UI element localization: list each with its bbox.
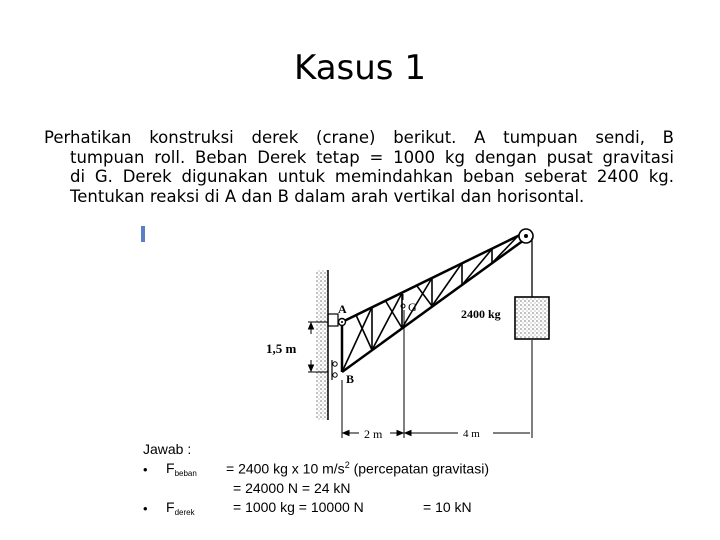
force-beban-calc: = 2400 kg x 10 m/s bbox=[226, 460, 345, 477]
problem-line-4: Tentukan reaksi di A dan B dalam arah vertikal dan horisontal. bbox=[70, 186, 585, 206]
problem-line-3: di G. Derek digunakan untuk memindahkan beban seberat 2400 kg. bbox=[70, 167, 674, 186]
horizontal-dimension bbox=[342, 310, 532, 438]
force-derek-symbol bbox=[166, 499, 195, 517]
wall bbox=[316, 270, 328, 420]
label-load: 2400 kg bbox=[461, 307, 501, 321]
force-beban-sub: beban bbox=[174, 469, 197, 478]
pulley-hub bbox=[524, 234, 528, 238]
force-beban-symbol bbox=[166, 460, 197, 478]
slide-title: Kasus 1 bbox=[294, 48, 426, 88]
label-a: A bbox=[338, 302, 347, 316]
support-b-roller-1 bbox=[333, 362, 337, 366]
force-beban-note: (percepatan gravitasi) bbox=[349, 460, 489, 477]
boom-bottom-chord bbox=[342, 240, 524, 372]
answer-heading: Jawab : bbox=[143, 441, 192, 457]
label-dim-right: 4 m bbox=[463, 428, 480, 440]
pin-a-center bbox=[341, 321, 343, 323]
label-g: G bbox=[408, 300, 417, 314]
problem-line-2: tumpuan roll. Beban Derek tetap = 1000 kg dengan pusat gravitasi bbox=[70, 147, 674, 167]
force-derek-result: = 10 kN bbox=[423, 499, 472, 515]
force-derek-sub: derek bbox=[174, 508, 195, 517]
support-b-roller-2 bbox=[333, 373, 337, 377]
force-derek-f: F bbox=[166, 499, 175, 515]
load-block bbox=[515, 297, 549, 339]
support-a-bracket bbox=[328, 314, 338, 326]
label-b: B bbox=[346, 372, 355, 386]
force-derek-line-1: = 1000 kg = 10000 N bbox=[233, 499, 364, 515]
force-beban-line-2: = 24000 N = 24 kN bbox=[233, 480, 351, 496]
force-beban-exp: 2 bbox=[344, 460, 350, 470]
force-beban-f: F bbox=[166, 460, 175, 476]
label-dim-left: 2 m bbox=[364, 427, 383, 441]
force-beban-line-1 bbox=[226, 460, 489, 477]
bullet-2: • bbox=[143, 501, 148, 516]
label-height: 1,5 m bbox=[266, 341, 297, 356]
problem-line-1: Perhatikan konstruksi derek (crane) berikut. A tumpuan sendi, B bbox=[44, 128, 674, 147]
bullet-1: • bbox=[143, 462, 148, 477]
